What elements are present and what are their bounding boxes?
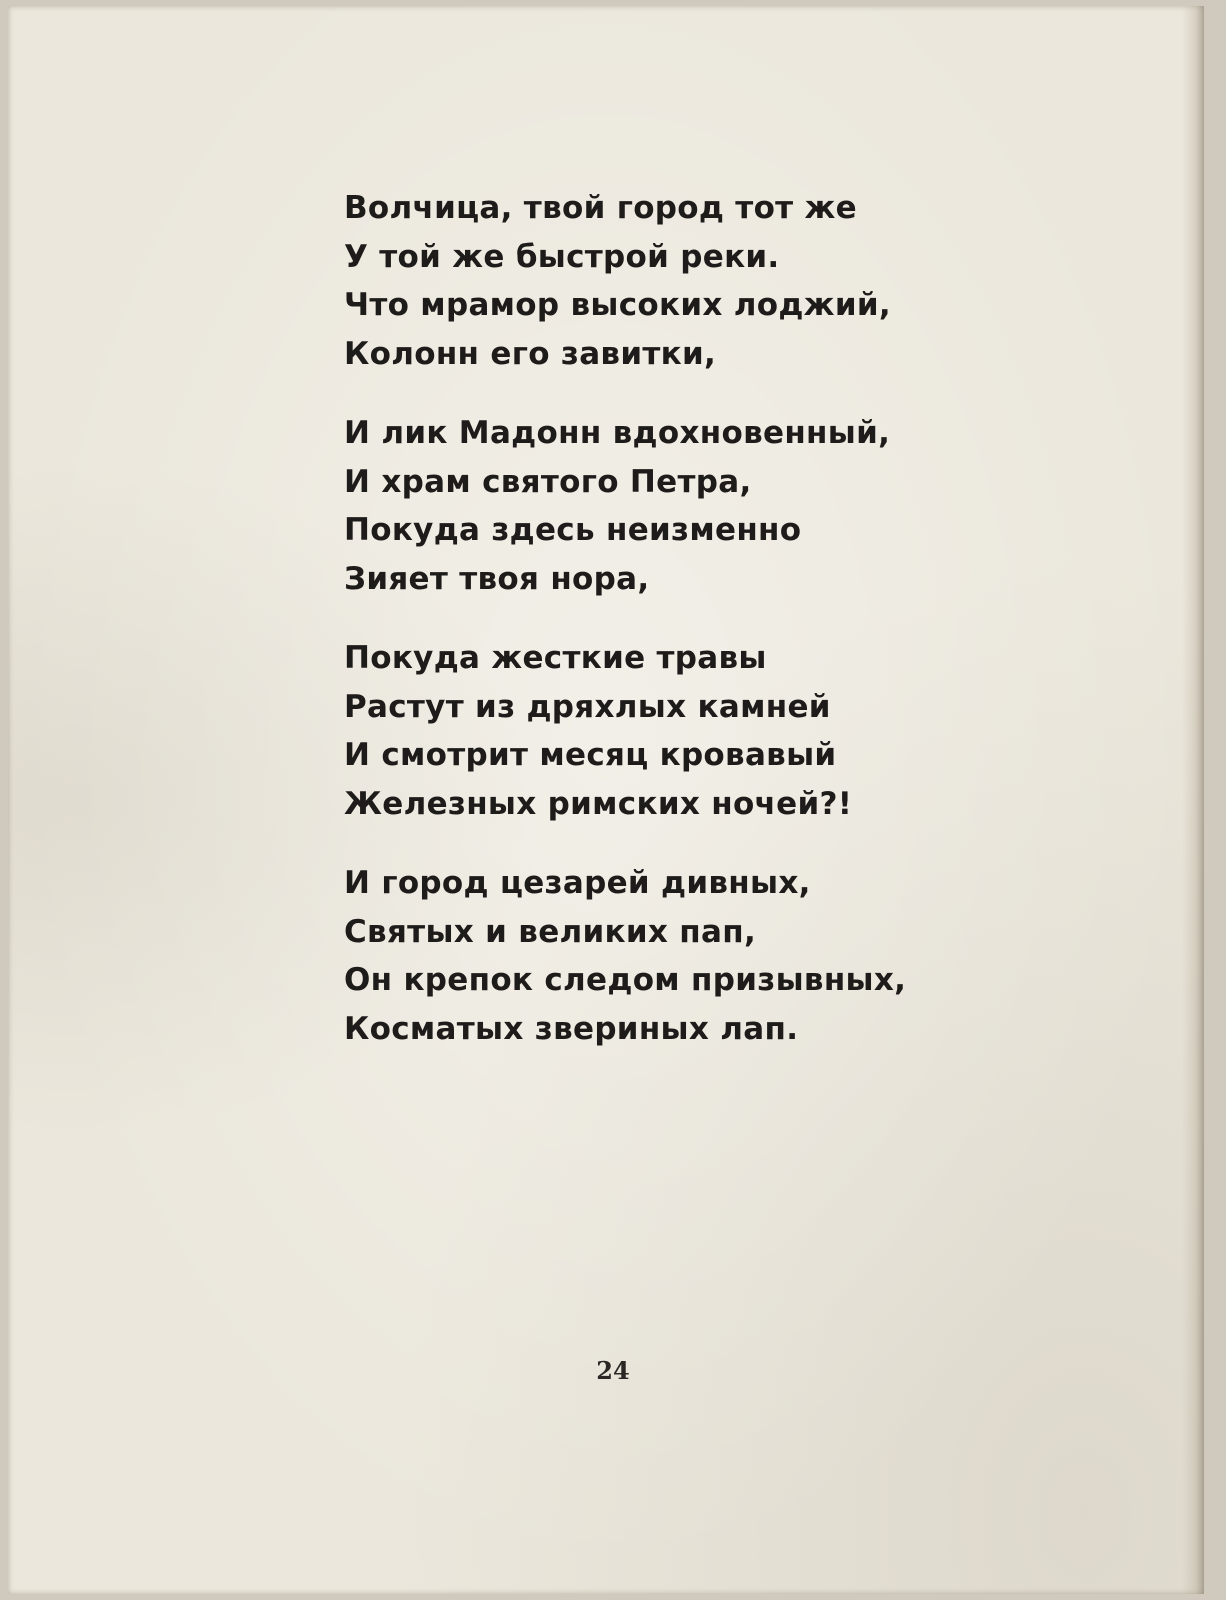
- poem-line: Он крепок следом призывных,: [344, 962, 907, 998]
- poem-line: Колонн его завитки,: [344, 335, 717, 372]
- poem-line: Железных римских ночей?!: [344, 785, 853, 822]
- poem-line: И смотрит месяц кровавый: [344, 737, 837, 773]
- poem-line: Что мрамор высоких лоджий,: [344, 287, 891, 323]
- stanza-2: [344, 409, 944, 603]
- poem-line: Святых и великих пап,: [344, 913, 757, 950]
- poem-line: И город цезарей дивных,: [344, 865, 811, 901]
- poem-line: Растут из дряхлых камней: [344, 688, 831, 725]
- poem-line: Покуда здесь неизменно: [344, 512, 802, 548]
- poem-line: Косматых звериных лап.: [344, 1010, 799, 1047]
- poem-line: Зияет твоя нора,: [344, 560, 650, 597]
- poem-line: Покуда жесткие травы: [344, 640, 767, 676]
- poem-line: Волчица, твой город тот же: [344, 190, 858, 226]
- poem: [344, 184, 944, 1084]
- page-number: 24: [596, 1356, 630, 1385]
- stanza-1: [344, 184, 944, 378]
- poem-line: И храм святого Петра,: [344, 463, 752, 500]
- poem-line: И лик Мадонн вдохновенный,: [344, 415, 891, 451]
- stanza-3: [344, 634, 944, 828]
- stanza-4: [344, 859, 944, 1053]
- poem-line: У той же быстрой реки.: [344, 238, 780, 275]
